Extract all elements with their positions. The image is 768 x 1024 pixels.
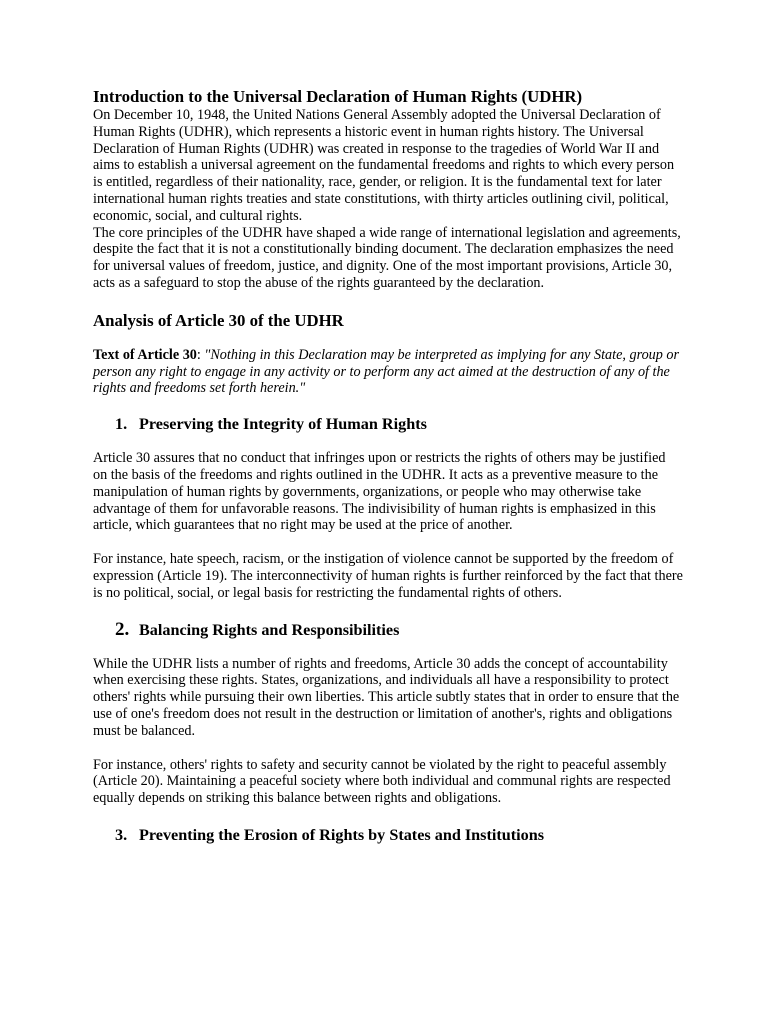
section-2-paragraph-2: For instance, others' rights to safety and security cannot be violated by the right to peaceful assembly (Article 20). Maintaining a peaceful society where both individual and communal rights are respected equally depends on striking this balance between rights and obligations.: [93, 756, 671, 807]
section-1-number: 1.: [115, 415, 128, 434]
section-2-number: 2.: [115, 618, 130, 640]
article-30-separator: :: [196, 346, 205, 363]
analysis-heading: Analysis of Article 30 of the UDHR: [93, 310, 344, 330]
section-1-paragraph-2: For instance, hate speech, racism, or the instigation of violence cannot be supported by the freedom of expression (Article 19). The interconnectivity of human rights is further reinforced by the fact that there is no political, social, or legal basis for restricting the fundamental rights of others.: [93, 551, 683, 601]
paragraph-gap: [93, 740, 683, 757]
intro-paragraph-1: On December 10, 1948, the United Nations General Assembly adopted the Universal Declaration of Human Rights (UDHR), which represents a historic event in human rights history. The Universal Declaration of Human Rights (UDHR) was created in response to the tragedies of World War II and aims to establish a universal agreement on the fundamental freedoms and rights to which every person is entitled, regardless of their nationality, race, gender, or religion. It is the fundamental text for later international human rights treaties and state constitutions, with thirty articles outlining civil, political, economic, social, and cultural rights.: [93, 107, 675, 224]
section-2-paragraph-1: While the UDHR lists a number of rights and freedoms, Article 30 adds the concept of accountability when exercising these rights. States, organizations, and individuals all have a responsibility to protect others' rights while pursuing their own liberties. This article subtly states that in order to ensure that the use of one's freedom does not result in the destruction or limitation of another's, rights and obligations must be balanced.: [93, 655, 680, 739]
section-3-title: Preventing the Erosion of Rights by States and Institutions: [139, 825, 545, 844]
section-3-heading: [93, 825, 683, 845]
section-2-title: Balancing Rights and Responsibilities: [139, 620, 400, 639]
document-body: [93, 87, 683, 861]
paragraph-gap: [93, 807, 683, 825]
intro-paragraph-2: The core principles of the UDHR have shaped a wide range of international legislation and agreements, despite the fact that it is not a constitutionally binding document. The declaration emphasizes the need for universal values of freedom, justice, and dignity. One of the most important provisions, Article 30, acts as a safeguard to stop the abuse of the rights guaranteed by the declaration.: [93, 224, 681, 291]
section-1-heading: [93, 414, 683, 434]
article-30-text: [93, 347, 683, 397]
paragraph-gap: [93, 602, 683, 620]
paragraph-gap: [93, 534, 683, 551]
article-30-label: Text of Article 30: [93, 346, 197, 363]
section-1-paragraph-1: Article 30 assures that no conduct that infringes upon or restricts the rights of others may be justified on the basis of the freedoms and rights outlined in the UDHR. It acts as a preventive measure to the manipulation of human rights by governments, organizations, or people who may otherwise take advantage of them for unfavorable reasons. The indivisibility of human rights is emphasized in this article, which guarantees that no right may be used at the price of another.: [93, 450, 666, 534]
intro-heading: Introduction to the Universal Declaration of Human Rights (UDHR): [93, 87, 583, 106]
section-1-title: Preserving the Integrity of Human Rights: [139, 415, 427, 434]
section-3-number: 3.: [115, 825, 128, 844]
article-30-quote: "Nothing in this Declaration may be interpreted as implying for any State, group or person any right to engage in any activity or to perform any act aimed at the destruction of any of the rights and freedoms set forth herein.": [93, 346, 680, 397]
section-2-heading: [93, 620, 683, 640]
